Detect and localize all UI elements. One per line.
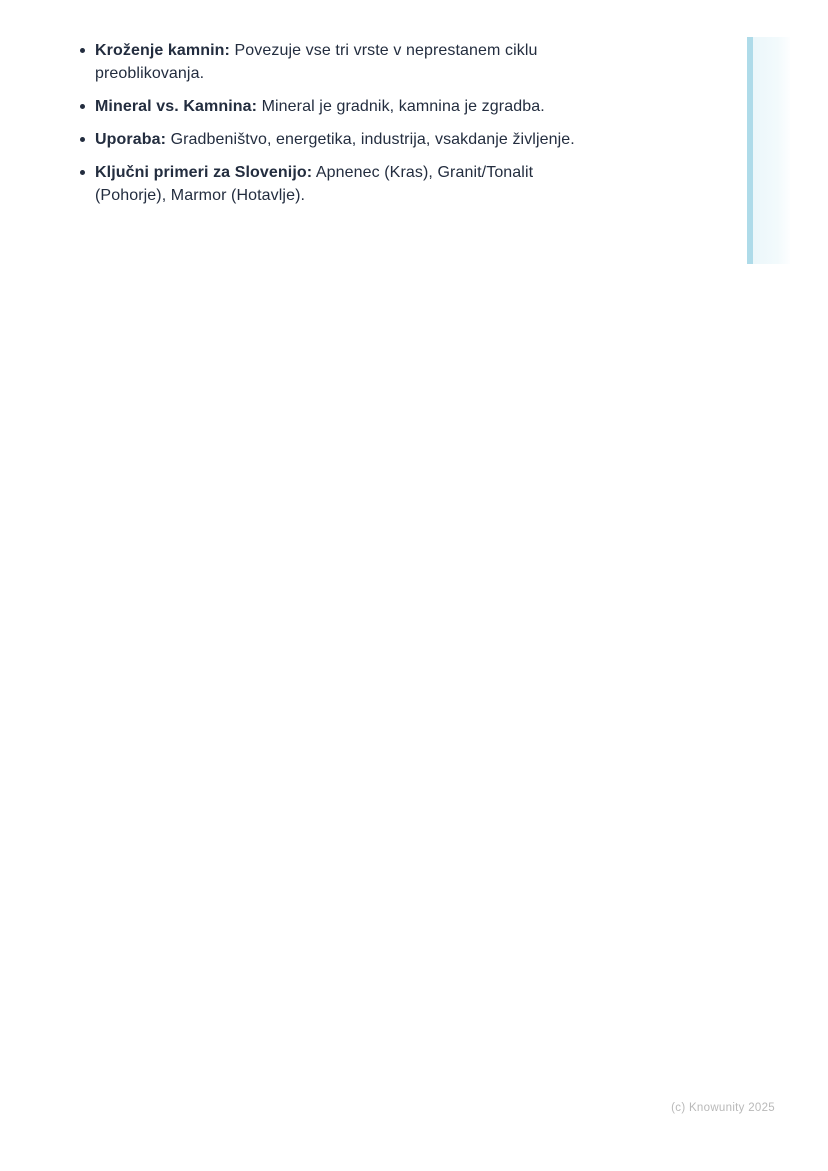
bullet-text: Gradbeništvo, energetika, industrija, vsakdanje življenje. bbox=[170, 131, 575, 148]
bullet-content bbox=[95, 161, 607, 207]
bullet-content bbox=[95, 39, 607, 85]
list-item bbox=[78, 161, 623, 207]
list-item bbox=[78, 95, 623, 118]
list-item bbox=[78, 39, 623, 85]
bullet-text: Apnenec (Kras), Granit/Tonalit (Pohorje), Marmor (Hotavlje). bbox=[95, 164, 534, 204]
bullet-dot-icon bbox=[78, 95, 95, 118]
bullet-content bbox=[95, 95, 545, 118]
bullet-text: Mineral je gradnik, kamnina je zgradba. bbox=[261, 98, 545, 115]
footer-credit: (c) Knowunity 2025 bbox=[671, 1102, 775, 1114]
bullet-label: Kroženje kamnin: bbox=[95, 42, 230, 59]
margin-highlight-bar bbox=[747, 37, 790, 264]
bullet-dot-icon bbox=[78, 128, 95, 151]
margin-highlight-strip bbox=[747, 37, 753, 264]
bullet-list bbox=[78, 39, 623, 217]
bullet-text: Povezuje vse tri vrste v neprestanem ciklu preoblikovanja. bbox=[95, 42, 538, 82]
bullet-label: Mineral vs. Kamnina: bbox=[95, 98, 258, 115]
list-item bbox=[78, 128, 623, 151]
bullet-content bbox=[95, 128, 575, 151]
bullet-dot-icon bbox=[78, 161, 95, 207]
bullet-label: Ključni primeri za Slovenijo: bbox=[95, 164, 313, 181]
bullet-dot-icon bbox=[78, 39, 95, 85]
bullet-label: Uporaba: bbox=[95, 131, 167, 148]
